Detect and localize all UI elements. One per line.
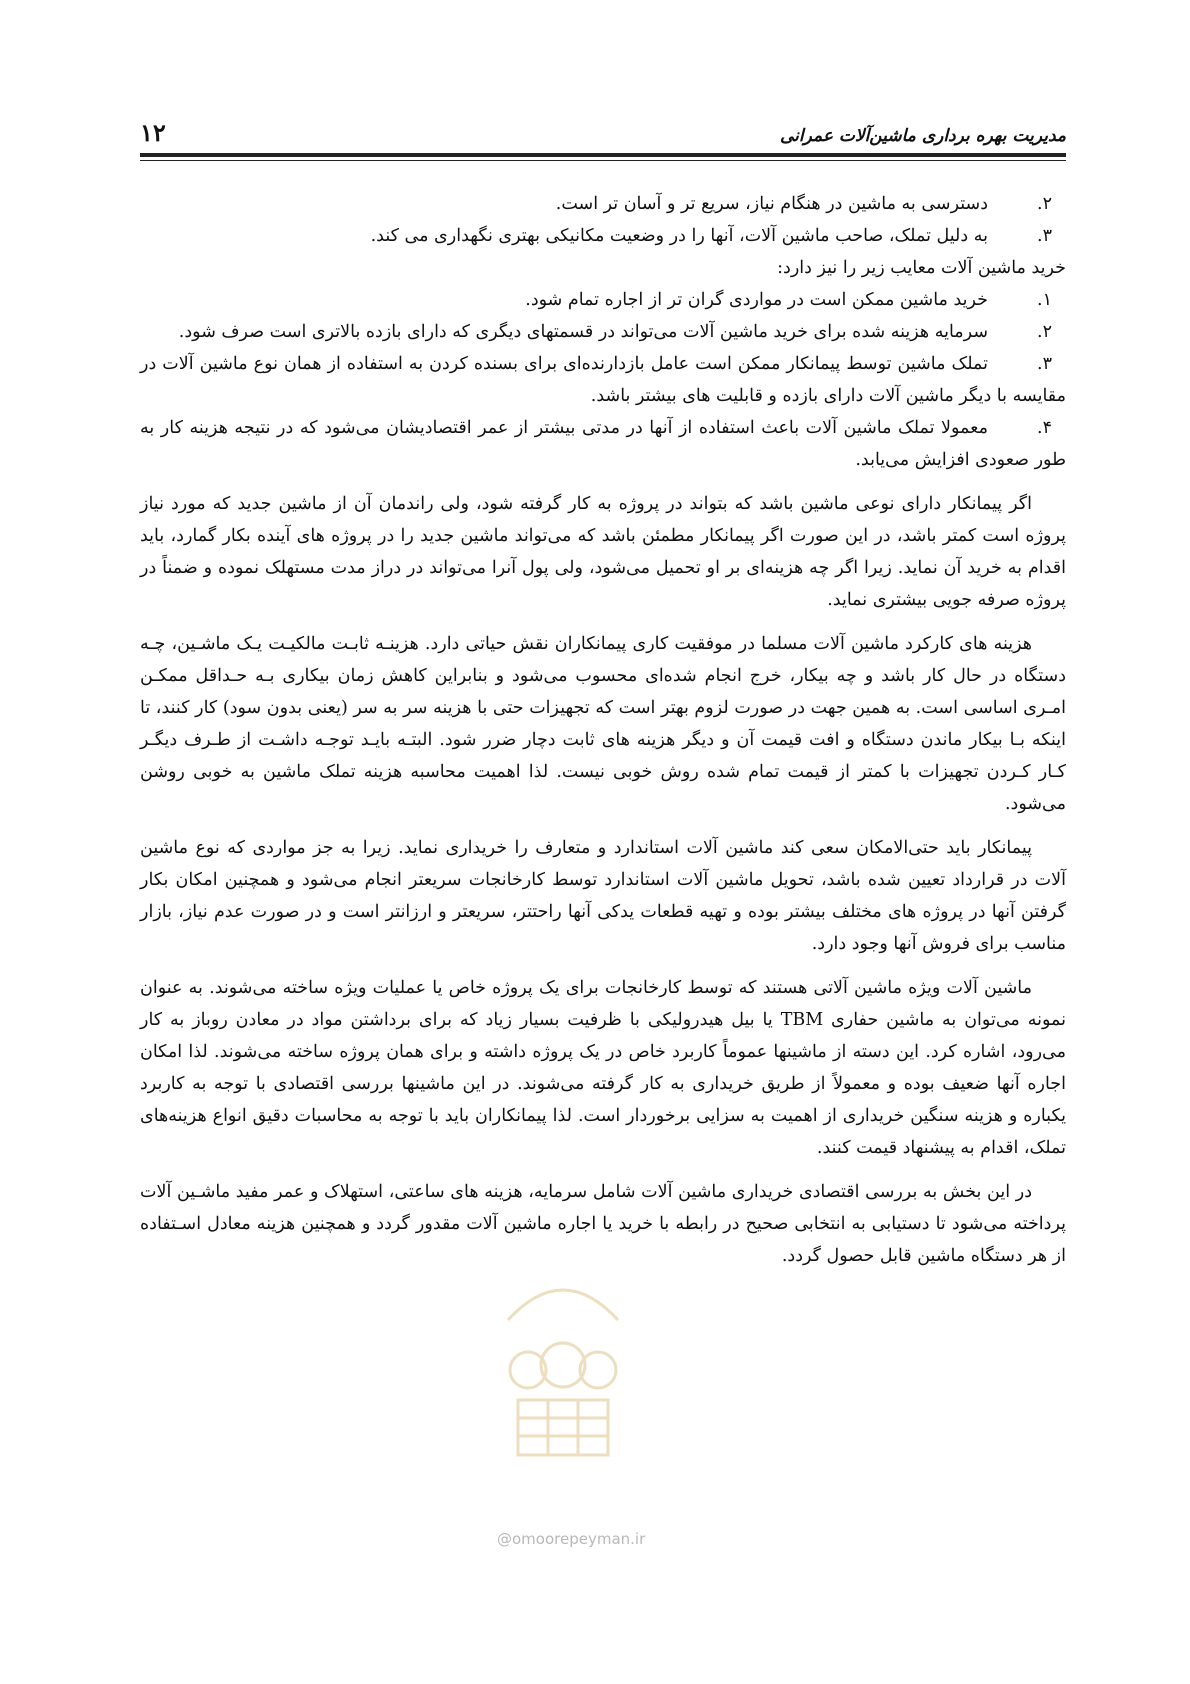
- list-item: [140, 316, 1066, 348]
- disadvantages-intro: خرید ماشین آلات معایب زیر را نیز دارد:: [777, 258, 1066, 278]
- header-rule-thick: [140, 153, 1066, 157]
- list-number: ۳.: [1037, 226, 1052, 246]
- watermark-logo: [488, 1260, 638, 1470]
- list-text: خرید ماشین ممکن است در مواردی گران تر از اجاره تمام شود.: [525, 290, 988, 310]
- body-paragraph: اگر پیمانکار دارای نوعی ماشین باشد که بتواند در پروژه به کار گرفته شود، ولی راندمان آن از ماشین جدید که مورد نیاز پروژه است کمتر باشد، در این صورت اگر پیمانکار مطمئن باشد که می‌تواند ماشین جدید را در پروژه های آینده بکار گمارد، باید اقدام به خرید آن نماید. زیرا اگر چه هزینه‌ای بر او تحمیل می‌شود، ولی پول آنرا می‌تواند در دراز مدت مستهلک نموده و ضمناً در پروژه صرفه جویی بیشتری نماید.: [140, 494, 1066, 610]
- body-paragraph: پیمانکار باید حتی‌الامکان سعی کند ماشین آلات استاندارد و متعارف را خریداری نماید. زیرا به جز مواردی که نوع ماشین آلات در قرارداد تعیین شده باشد، تحویل ماشین آلات استاندارد توسط کارخانجات سریعتر انجام می‌شود و همچنین امکان بکار گرفتن آنها در پروژه های مختلف بیشتر بوده و تهیه قطعات یدکی آنها راحتتر، سریعتر و ارزانتر است و در صورت عدم نیاز، بازار مناسب برای فروش آنها وجود دارد.: [140, 838, 1066, 954]
- running-title: مدیریت بهره برداری ماشین‌آلات عمرانی: [779, 126, 1066, 146]
- list-number: ۲.: [1037, 322, 1052, 342]
- list-number: ۳.: [1037, 354, 1052, 374]
- list-number: ۴.: [1037, 418, 1052, 438]
- watermark-text: @omoorepeyman.ir: [497, 1530, 646, 1548]
- list-text: دسترسی به ماشین در هنگام نیاز، سریع تر و آسان تر است.: [555, 194, 988, 214]
- page-body: [140, 188, 1066, 1272]
- list-item: [140, 220, 1066, 252]
- body-paragraph: ماشین آلات ویژه ماشین آلاتی هستند که توسط کارخانجات برای یک پروژه خاص یا عملیات ویژه ساخته می‌شوند. به عنوان نمونه می‌توان به ماشین حفاری TBM یا بیل هیدرولیکی با ظرفیت بسیار زیاد که برای برداشتن مواد در معادن روباز به کار می‌رود، اشاره کرد. این دسته از ماشینها عموماً کاربرد خاص در یک پروژه داشته و برای همان پروژه ساخته می‌شوند. لذا امکان اجاره آنها ضعیف بوده و معمولاً از طریق خریداری به کار گرفته می‌شوند. در این ماشینها بررسی اقتصادی با توجه به کاربرد یکباره و هزینه سنگین خریداری از اهمیت به سزایی برخوردار است. لذا پیمانکاران باید با توجه به محاسبات دقیق انواع هزینه‌های تملک، اقدام به پیشنهاد قیمت کنند.: [140, 978, 1066, 1158]
- list-item: [140, 348, 1066, 412]
- list-item: [140, 188, 1066, 220]
- list-item: [140, 412, 1066, 476]
- page-header: [140, 118, 1066, 158]
- list-number: ۱.: [1037, 290, 1052, 310]
- list-text: معمولا تملک ماشین آلات باعث استفاده از آنها در مدتی بیشتر از عمر اقتصادیشان می‌شود که در نتیجه هزینه کار به طور صعودی افزایش می‌یابد.: [140, 418, 1066, 470]
- list-item: [140, 284, 1066, 316]
- list-text: سرمایه هزینه شده برای خرید ماشین آلات می‌تواند در قسمتهای دیگری که دارای بازده بالاتری است صرف شود.: [178, 322, 988, 342]
- list-text: به دلیل تملک، صاحب ماشین آلات، آنها را در وضعیت مکانیکی بهتری نگهداری می کند.: [370, 226, 988, 246]
- body-paragraph: هزینه های کارکرد ماشین آلات مسلما در موفقیت کاری پیمانکاران نقش حیاتی دارد. هزینـه ثابـت مالکیـت یـک ماشـین، چـه دستگاه در حال کار باشد و چه بیکار، خرج انجام شده‌ای محسوب می‌شود و بنابراین کاهش زمان بیکاری بـه حـداقل ممکـن امـری اساسی است. به همین جهت در صورت لزوم بهتر است که تجهیزات حتی با هزینه سر به سر (یعنی بدون سود) کار کنند، تا اینکه بـا بیکار ماندن دستگاه و افت قیمت آن و دیگر هزینه های ثابت دچار ضرر شود. البتـه بایـد توجـه داشـت از طـرف دیگـر کـار کـردن تجهیزات با کمتر از قیمت تمام شده روش خوبی نیست. لذا اهمیت محاسبه هزینه تملک ماشین به خوبی روشن می‌شود.: [140, 634, 1066, 814]
- list-text: تملک ماشین توسط پیمانکار ممکن است عامل بازدارنده‌ای برای بسنده کردن به استفاده از همان نوع ماشین آلات در مقایسه با دیگر ماشین آلات دارای بازده و قابلیت های بیشتر باشد.: [140, 354, 1066, 406]
- body-paragraph: در این بخش به بررسی اقتصادی خریداری ماشین آلات شامل سرمایه، هزینه های ساعتی، استهلاک و عمر مفید ماشـین آلات پرداخته می‌شود تا دستیابی به انتخابی صحیح در رابطه با خرید یا اجاره ماشین آلات مقدور گردد و همچنین هزینه معادل اسـتفاده از هر دستگاه ماشین قابل حصول گردد.: [140, 1182, 1066, 1266]
- header-rule-thin: [140, 160, 1066, 161]
- list-number: ۲.: [1037, 194, 1052, 214]
- page-number: ۱۲: [140, 118, 166, 147]
